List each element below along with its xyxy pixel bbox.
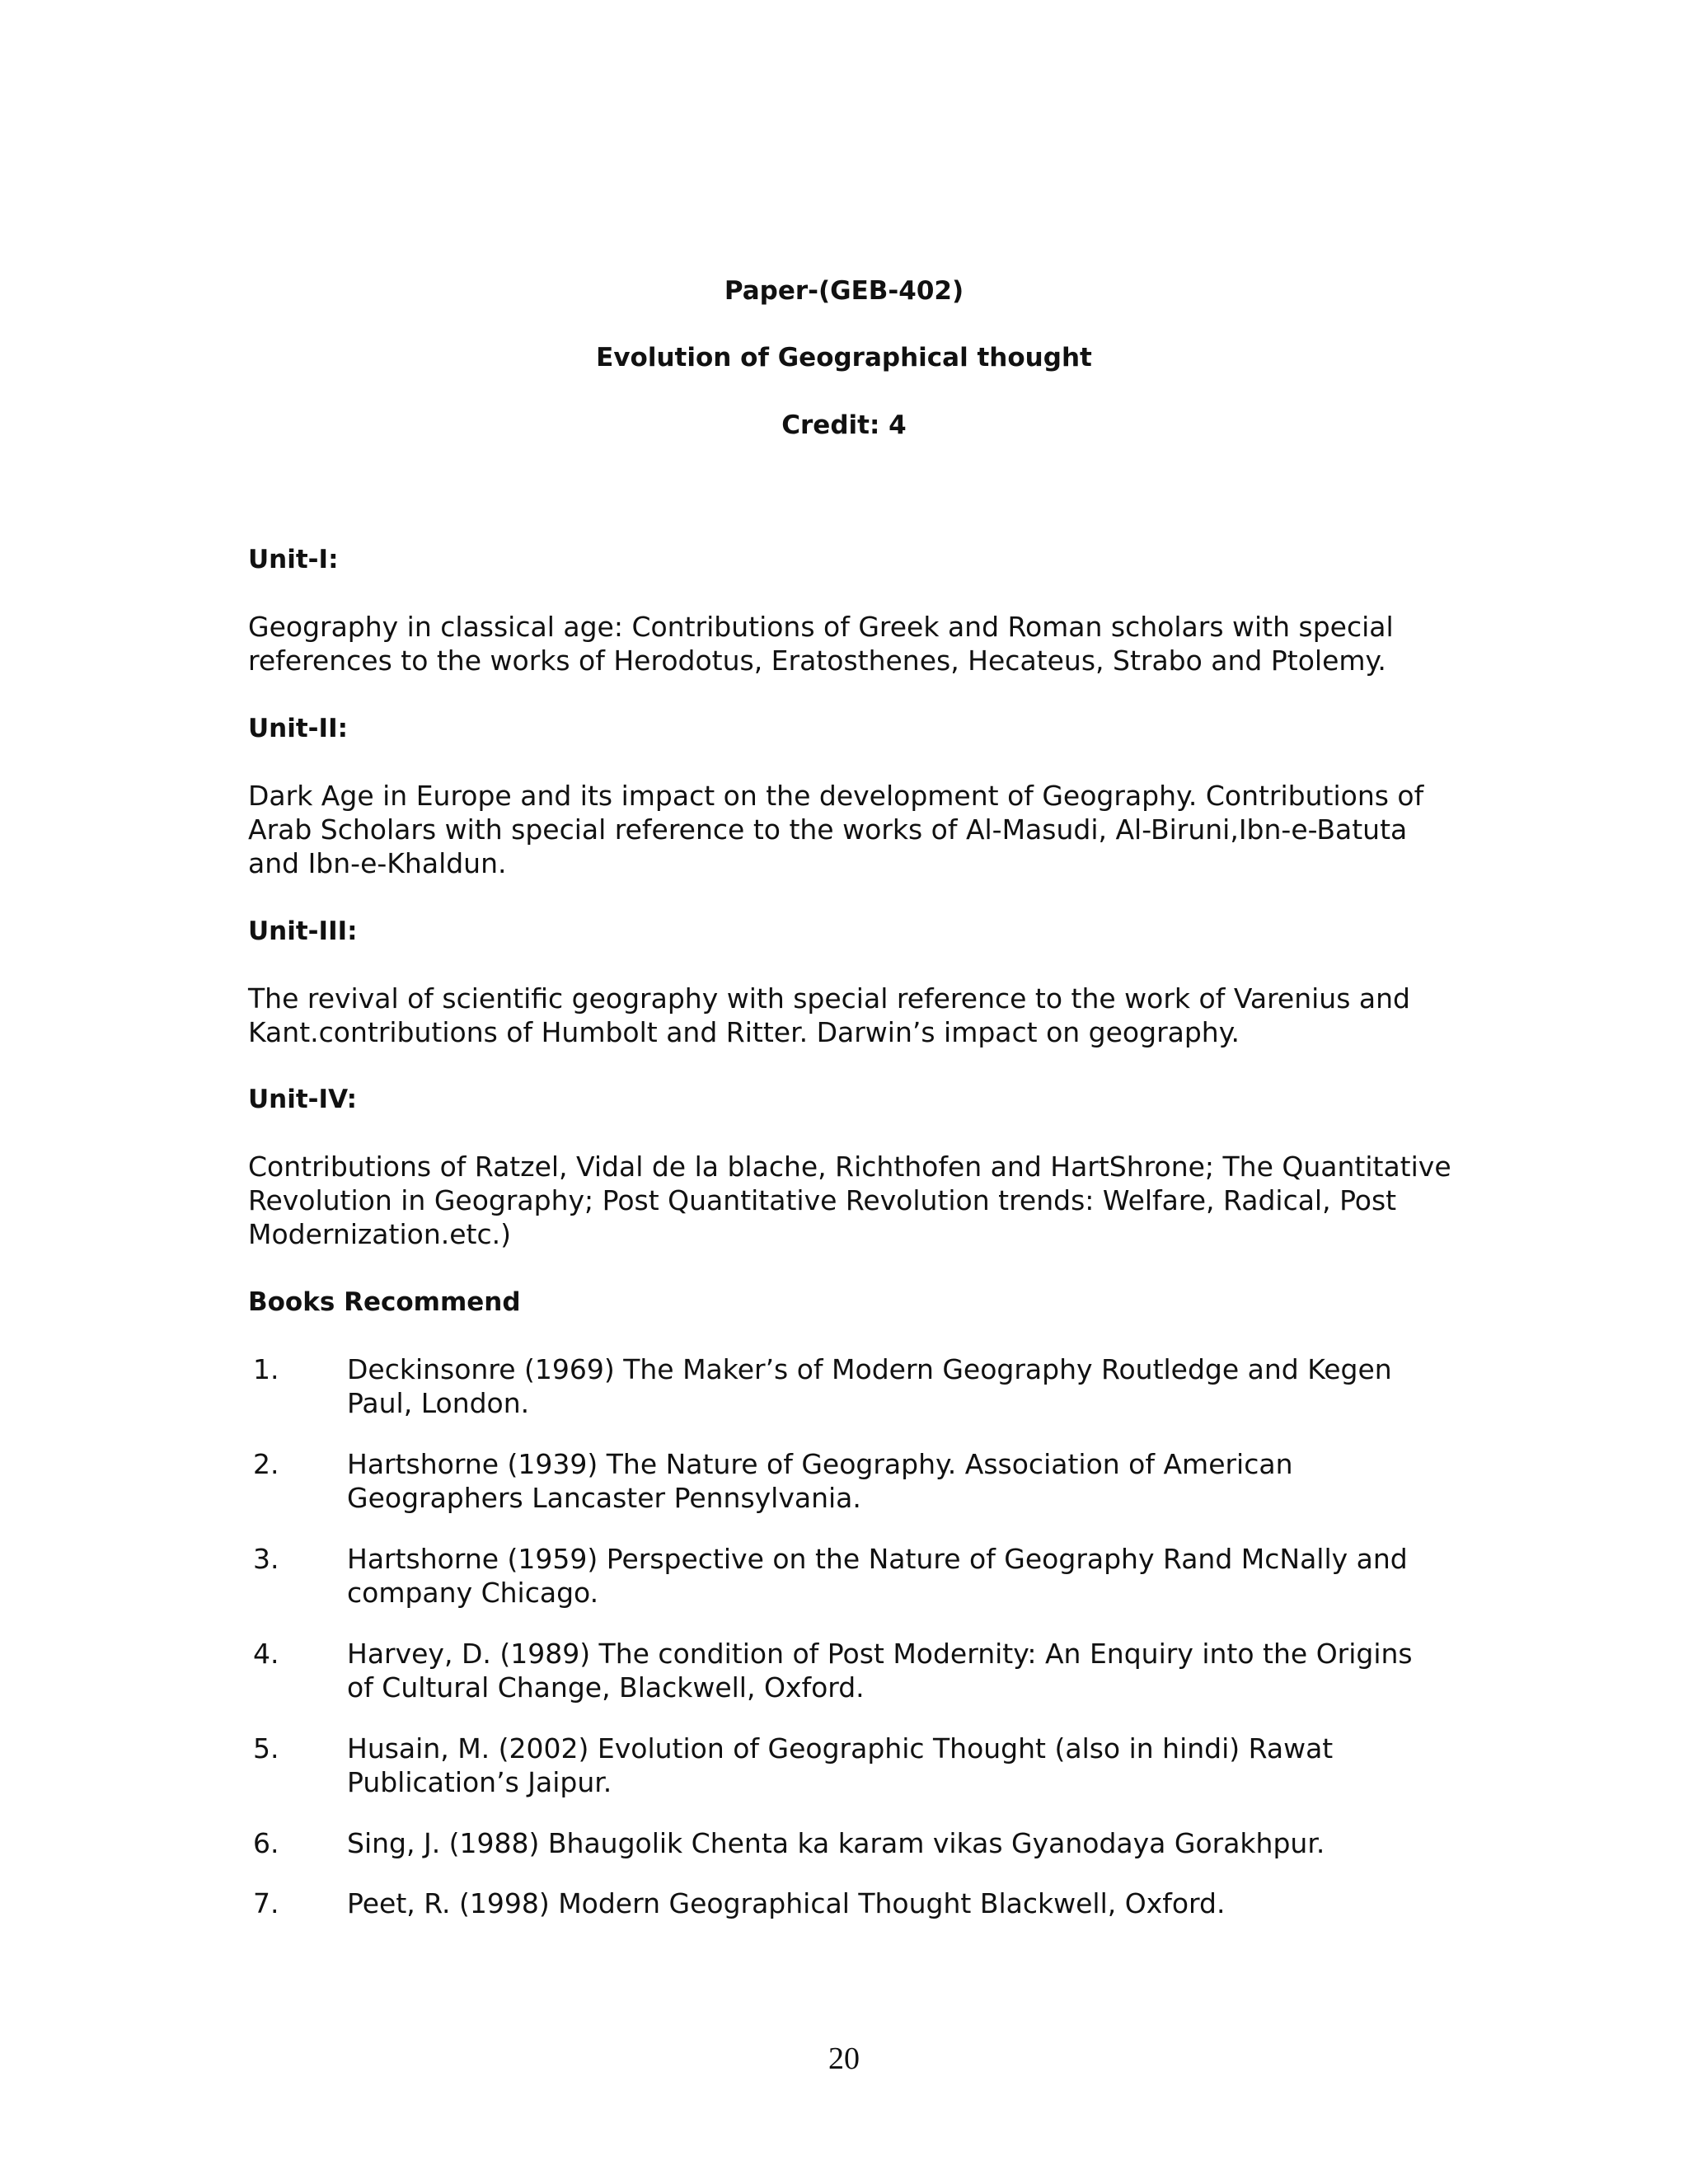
book-citation: Hartshorne (1939) The Nature of Geography. Association of American Geographers Lancaster Pennsylvania. <box>347 1448 1293 1514</box>
paper-code: Paper-(GEB-402) <box>724 276 964 306</box>
book-citation: Hartshorne (1959) Perspective on the Nature of Geography Rand McNally and company Chicago. <box>347 1543 1408 1609</box>
book-citation: Sing, J. (1988) Bhaugolik Chenta ka karam vikas Gyanodaya Gorakhpur. <box>347 1827 1325 1859</box>
book-citation: Peet, R. (1998) Modern Geographical Thought Blackwell, Oxford. <box>347 1887 1226 1919</box>
book-citation: Deckinsonre (1969) The Maker’s of Modern Geography Routledge and Kegen Paul, London. <box>347 1353 1392 1419</box>
unit-3-text: The revival of scientific geography with special reference to the work of Varenius and Kant.contributions of Humbolt and Ritter. Darwin’s impact on geography. <box>248 982 1410 1048</box>
book-number: 4. <box>253 1638 279 1670</box>
unit-4-title: Unit-IV: <box>248 1085 358 1114</box>
book-number: 5. <box>253 1732 279 1765</box>
book-citation: Harvey, D. (1989) The condition of Post Modernity: An Enquiry into the Origins of Cultural Change, Blackwell, Oxford. <box>347 1638 1413 1704</box>
unit-1-text: Geography in classical age: Contributions of Greek and Roman scholars with special references to the works of Herodotus, Eratosthenes, Hecateus, Strabo and Ptolemy. <box>248 611 1394 677</box>
book-number: 6. <box>253 1827 279 1859</box>
page-number: 20 <box>828 2041 860 2076</box>
book-number: 2. <box>253 1448 279 1480</box>
unit-1-title: Unit-I: <box>248 545 339 574</box>
book-number: 3. <box>253 1543 279 1575</box>
book-number: 1. <box>253 1353 279 1385</box>
unit-2-text: Dark Age in Europe and its impact on the development of Geography. Contributions of Arab Scholars with special reference to the works of Al-Masudi, Al-Biruni,Ibn-e-Batuta and Ibn-e-Khaldun. <box>248 780 1424 879</box>
credit-label: Credit: 4 <box>781 410 907 440</box>
unit-2-title: Unit-II: <box>248 714 349 743</box>
course-title: Evolution of Geographical thought <box>596 343 1092 373</box>
unit-3-title: Unit-III: <box>248 916 358 946</box>
book-citation: Husain, M. (2002) Evolution of Geographic Thought (also in hindi) Rawat Publication’s Jaipur. <box>347 1732 1334 1798</box>
book-number: 7. <box>253 1887 279 1919</box>
books-heading: Books Recommend <box>248 1287 521 1317</box>
unit-4-text: Contributions of Ratzel, Vidal de la blache, Richthofen and HartShrone; The Quantitative Revolution in Geography; Post Quantitative Revolution trends: Welfare, Radical, Post Modernization.etc.) <box>248 1151 1451 1250</box>
